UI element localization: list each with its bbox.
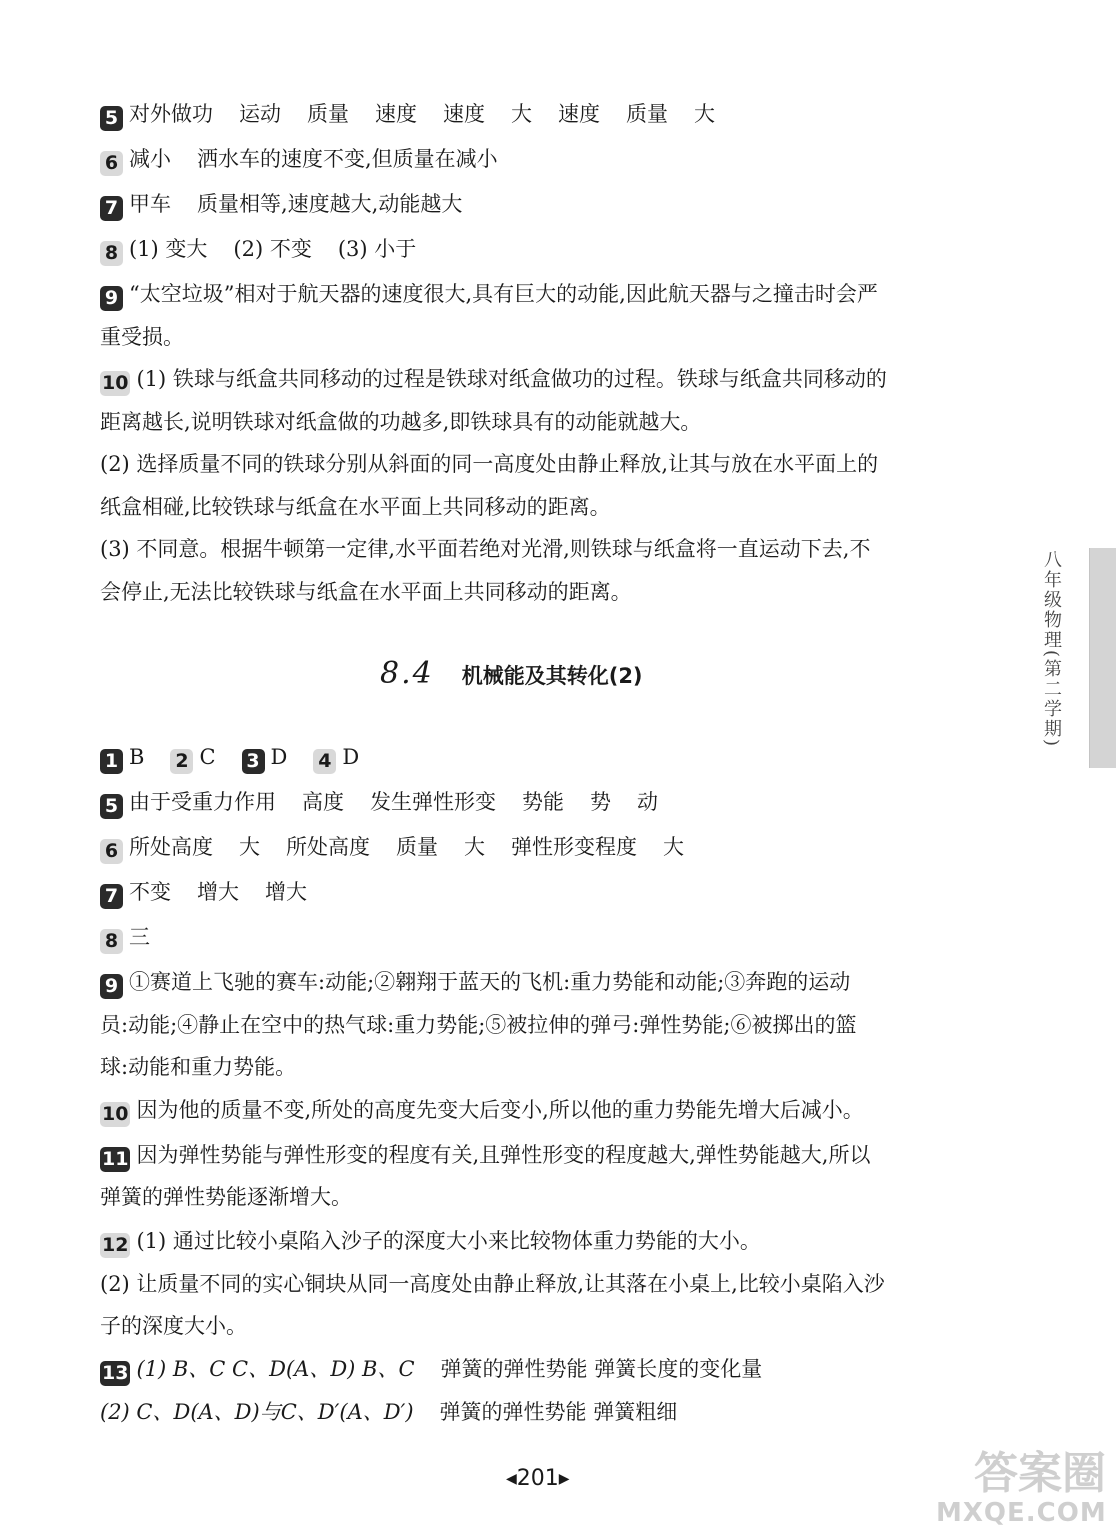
answer-text: 球:动能和重力势能。 xyxy=(100,1055,297,1079)
answer-8b xyxy=(100,924,150,954)
answer-text: (1) 通过比较小桌陷入沙子的深度大小来比较物体重力势能的大小。 xyxy=(136,1229,761,1253)
answer-item: 发生弹性形变 xyxy=(370,790,496,814)
answer-text: 纸盒相碰,比较铁球与纸盒在水平面上共同移动的距离。 xyxy=(100,495,611,519)
answer-item: D xyxy=(270,745,288,769)
answer-text: 子的深度大小。 xyxy=(100,1314,247,1338)
question-number-badge: 5 xyxy=(100,106,123,131)
question-number-badge: 3 xyxy=(242,749,265,774)
answer-9b-cont xyxy=(100,1012,856,1038)
page-number-text: 201 xyxy=(516,1466,559,1491)
side-label: 八年级物理(第二学期) xyxy=(1041,550,1062,749)
answer-text: “太空垃圾”相对于航天器的速度很大,具有巨大的动能,因此航天器与之撞击时会严 xyxy=(129,282,878,306)
answer-6 xyxy=(100,146,498,176)
answer-text: 员:动能;④静止在空中的热气球:重力势能;⑤被拉伸的弹弓:弹性势能;⑥被掷出的篮 xyxy=(100,1013,857,1037)
answer-item: 速度 xyxy=(558,102,600,126)
answer-item: C xyxy=(199,745,216,769)
watermark xyxy=(936,1450,1106,1528)
answer-item: (2) 不变 xyxy=(233,237,312,261)
answer-item: 动 xyxy=(637,790,658,814)
question-number-badge: 10 xyxy=(102,1103,129,1125)
question-number-badge: 8 xyxy=(100,929,123,954)
answer-item: 大 xyxy=(694,102,715,126)
question-number-badge: 8 xyxy=(100,241,123,266)
answer-item: 增大 xyxy=(197,880,239,904)
answer-item: 质量 xyxy=(626,102,668,126)
answer-item: 弹簧的弹性势能 弹簧粗细 xyxy=(439,1400,678,1424)
answer-item: (2) C、D(A、D)与C、D′(A、D′) xyxy=(100,1400,414,1424)
answer-item: 大 xyxy=(464,835,485,859)
section-title: 机械能及其转化(2) xyxy=(461,664,643,688)
answer-item: D xyxy=(342,745,360,769)
answer-10-cont xyxy=(100,409,701,435)
answer-item: 弹簧的弹性势能 弹簧长度的变化量 xyxy=(440,1357,763,1381)
answer-text: 重受损。 xyxy=(100,325,184,349)
answer-text: (1) 铁球与纸盒共同移动的过程是铁球对纸盒做功的过程。铁球与纸盒共同移动的 xyxy=(136,367,887,391)
answer-text: ①赛道上飞驰的赛车:动能;②翱翔于蓝天的飞机:重力势能和动能;③奔跑的运动 xyxy=(129,970,851,994)
right-triangle-icon: ▶ xyxy=(558,1471,570,1487)
answer-1-4 xyxy=(100,744,359,774)
answer-5 xyxy=(100,101,715,131)
answer-9b xyxy=(100,969,850,999)
answer-10-part3-cont xyxy=(100,579,632,605)
answer-text: 会停止,无法比较铁球与纸盒在水平面上共同移动的距离。 xyxy=(100,580,632,604)
answer-text: (2) 让质量不同的实心铜块从同一高度处由静止释放,让其落在小桌上,比较小桌陷入沙 xyxy=(100,1272,885,1296)
question-number-badge: 1 xyxy=(100,749,123,774)
answer-11b xyxy=(100,1142,870,1172)
answer-item: 增大 xyxy=(265,880,307,904)
question-number-badge: 11 xyxy=(102,1148,129,1170)
answer-6b xyxy=(100,834,684,864)
answer-10 xyxy=(100,366,887,396)
question-number-badge: 2 xyxy=(170,749,193,774)
answer-item: 质量相等,速度越大,动能越大 xyxy=(197,192,463,216)
answer-item: (1) B、C C、D(A、D) B、C xyxy=(136,1357,415,1381)
question-number-badge: 9 xyxy=(100,974,123,999)
answer-item: 对外做功 xyxy=(129,102,213,126)
answer-item: 势能 xyxy=(522,790,564,814)
answer-10b xyxy=(100,1097,864,1127)
answer-10-part2 xyxy=(100,451,878,477)
answer-item: 不变 xyxy=(129,880,171,904)
left-triangle-icon: ◀ xyxy=(506,1471,517,1487)
side-tab xyxy=(1089,548,1116,768)
question-number-badge: 12 xyxy=(102,1234,129,1256)
question-number-badge: 10 xyxy=(102,372,129,394)
answer-item: 甲车 xyxy=(129,192,171,216)
answer-item: 减小 xyxy=(129,147,171,171)
answer-item: 大 xyxy=(511,102,532,126)
question-number-badge: 7 xyxy=(100,884,123,909)
answer-7 xyxy=(100,191,462,221)
watermark-url: MXQE.COM xyxy=(936,1498,1107,1528)
answer-8 xyxy=(100,236,416,266)
question-number-badge: 6 xyxy=(100,839,123,864)
answer-item: 质量 xyxy=(396,835,438,859)
answer-10-part2-cont xyxy=(100,494,611,520)
section-number: 8.4 xyxy=(380,656,434,691)
answer-item: 弹性形变程度 xyxy=(511,835,637,859)
answer-12b-part2 xyxy=(100,1271,885,1297)
answer-13b-part2 xyxy=(100,1399,677,1425)
answer-item: 洒水车的速度不变,但质量在减小 xyxy=(197,147,498,171)
answer-item: 运动 xyxy=(239,102,281,126)
watermark-logo-text: 答案圈 xyxy=(974,1448,1106,1499)
page-number xyxy=(506,1466,570,1491)
answer-text: (2) 选择质量不同的铁球分别从斜面的同一高度处由静止释放,让其与放在水平面上的 xyxy=(100,452,879,476)
question-number-badge: 5 xyxy=(100,794,123,819)
question-number-badge: 13 xyxy=(102,1362,129,1384)
answer-item: 质量 xyxy=(307,102,349,126)
answer-text: 距离越长,说明铁球对纸盒做的功越多,即铁球具有的动能就越大。 xyxy=(100,410,702,434)
answer-text: 弹簧的弹性势能逐渐增大。 xyxy=(100,1185,352,1209)
answer-item: (1) 变大 xyxy=(129,237,208,261)
answer-5b xyxy=(100,789,658,819)
answer-text: 因为弹性势能与弹性形变的程度有关,且弹性形变的程度越大,弹性势能越大,所以 xyxy=(136,1143,871,1167)
question-number-badge: 9 xyxy=(100,286,123,311)
answer-9b-cont2 xyxy=(100,1054,296,1080)
answer-item: 高度 xyxy=(302,790,344,814)
answer-item: 速度 xyxy=(443,102,485,126)
answer-item: 所处高度 xyxy=(129,835,213,859)
answer-12b xyxy=(100,1228,761,1258)
answer-7b xyxy=(100,879,307,909)
answer-text: (3) 不同意。根据牛顿第一定律,水平面若绝对光滑,则铁球与纸盒将一直运动下去,不 xyxy=(100,537,871,561)
answer-item: (3) 小于 xyxy=(337,237,417,261)
answer-item: 由于受重力作用 xyxy=(129,790,276,814)
answer-9 xyxy=(100,281,878,311)
answer-13b xyxy=(100,1356,762,1386)
answer-12b-part2-cont xyxy=(100,1313,247,1339)
answer-item: 三 xyxy=(129,925,150,949)
question-number-badge: 6 xyxy=(100,151,123,176)
question-number-badge: 7 xyxy=(100,196,123,221)
answer-text: 因为他的质量不变,所处的高度先变大后变小,所以他的重力势能先增大后减小。 xyxy=(136,1098,864,1122)
question-number-badge: 4 xyxy=(313,749,336,774)
answer-10-part3 xyxy=(100,536,870,562)
answer-item: 所处高度 xyxy=(286,835,370,859)
answer-item: 大 xyxy=(663,835,684,859)
answer-9-cont xyxy=(100,324,184,350)
answer-item: 势 xyxy=(590,790,611,814)
answer-item: B xyxy=(129,745,145,769)
answer-item: 大 xyxy=(239,835,260,859)
section-heading xyxy=(380,656,643,691)
answer-item: 速度 xyxy=(375,102,417,126)
answer-11b-cont xyxy=(100,1184,352,1210)
